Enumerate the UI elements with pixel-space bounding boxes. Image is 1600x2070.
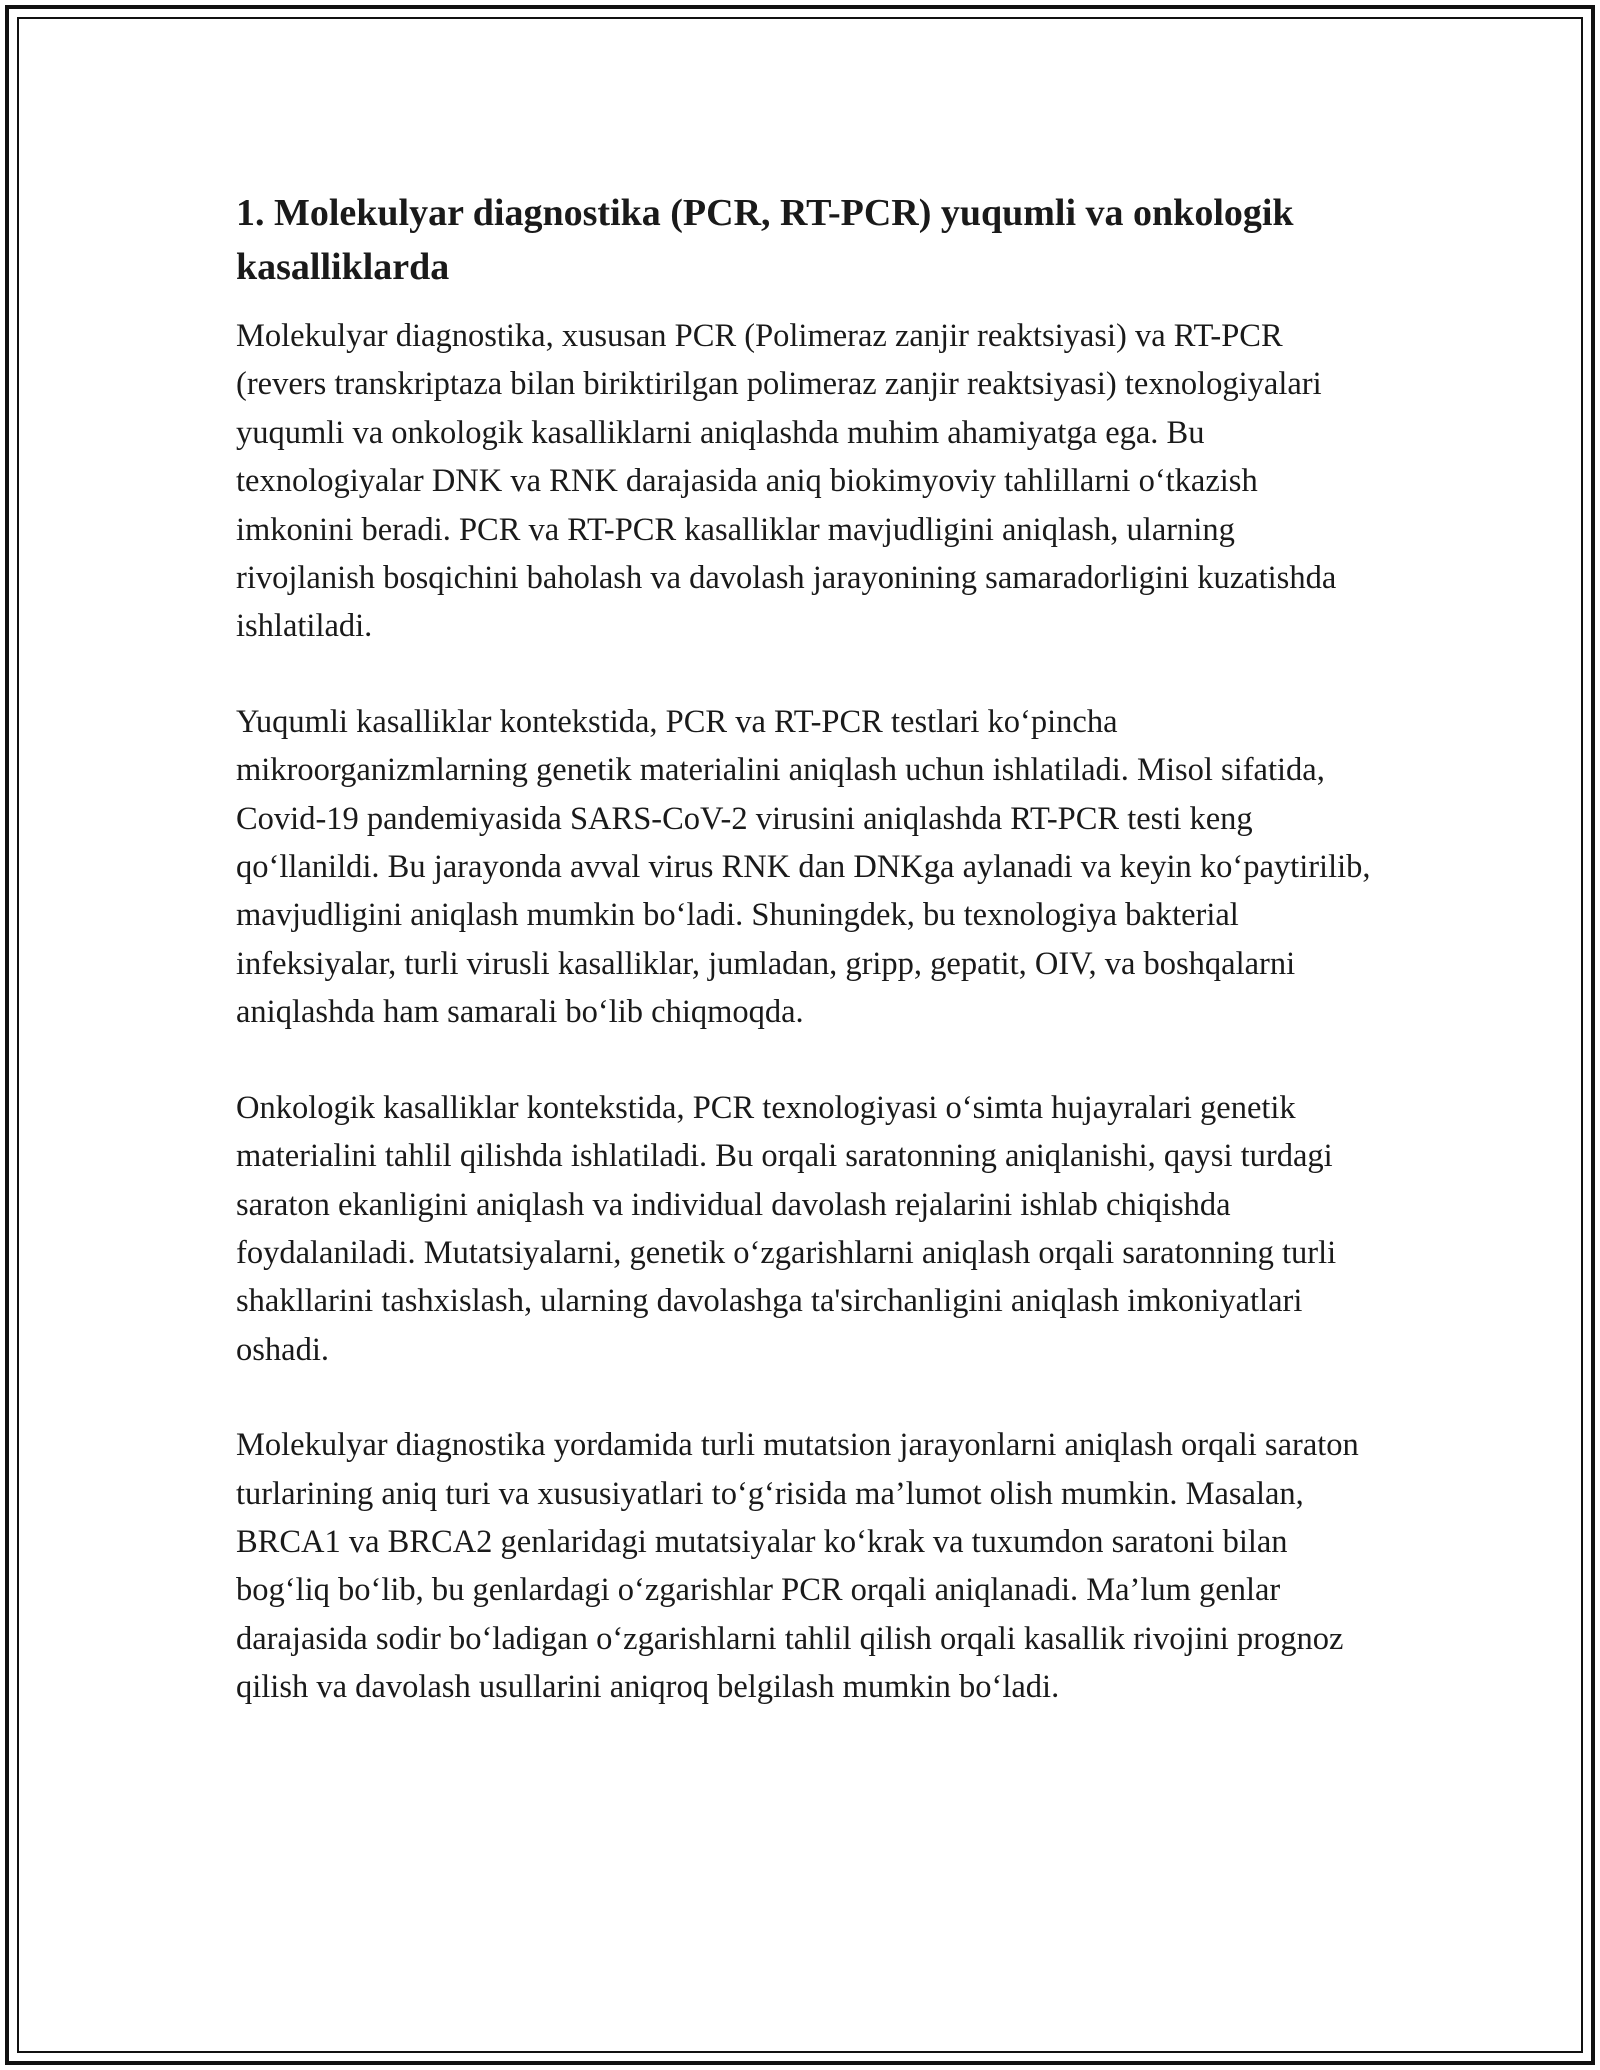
paragraph-oncology: Onkologik kasalliklar kontekstida, PCR texnologiyasi o‘simta hujayralari genetik materialini tahlil qilishda ishlatiladi. Bu orqali saratonning aniqlanishi, qaysi turdagi saraton ekanligini aniqlash va individual davolash rejalarini ishlab chiqishda foydalaniladi. Mutatsiyalarni, genetik o‘zgarishlarni aniqlash orqali saratonning turli shakllarini tashxislash, ularning davolashga ta'sirchanligini aniqlash imkoniyatlari oshadi. bbox=[236, 1089, 1337, 1368]
paragraph-infectious-diseases: Yuqumli kasalliklar kontekstida, PCR va RT-PCR testlari ko‘pincha mikroorganizmlarning genetik materialini aniqlash uchun ishlatiladi. Misol sifatida, Covid-19 pandemiyasida SARS-CoV-2 virusini aniqlashda RT-PCR testi keng qo‘llanildi. Bu jarayonda avval virus RNK dan DNKga aylanadi va keyin ko‘paytirilib, mavjudligini aniqlash mumkin bo‘ladi. Shuningdek, bu texnologiya bakterial infeksiyalar, turli virusli kasalliklar, jumladan, gripp, gepatit, OIV, va boshqalarni aniqlashda ham samarali bo‘lib chiqmoqda. bbox=[236, 703, 1371, 1031]
section-heading: 1. Molekulyar diagnostika (PCR, RT-PCR) yuqumli va onkologik kasalliklarda bbox=[236, 192, 1294, 288]
document-body bbox=[236, 186, 1376, 1759]
paragraph-intro: Molekulyar diagnostika, xususan PCR (Polimeraz zanjir reaktsiyasi) va RT-PCR (revers transkriptaza bilan biriktirilgan polimeraz zanjir reaktsiyasi) texnologiyalari yuqumli va onkologik kasalliklarni aniqlashda muhim ahamiyatga ega. Bu texnologiyalar DNK va RNK darajasida aniq biokimyoviy tahlillarni o‘tkazish imkonini beradi. PCR va RT-PCR kasalliklar mavjudligini aniqlash, ularning rivojlanish bosqichini baholash va davolash jarayonining samaradorligini kuzatishda ishlatiladi. bbox=[236, 318, 1337, 645]
paragraph-mutations: Molekulyar diagnostika yordamida turli mutatsion jarayonlarni aniqlash orqali saraton turlarining aniq turi va xususiyatlari to‘g‘risida ma’lumot olish mumkin. Masalan, BRCA1 va BRCA2 genlaridagi mutatsiyalar ko‘krak va tuxumdon saratoni bilan bog‘liq bo‘lib, bu genlardagi o‘zgarishlar PCR orqali aniqlanadi. Ma’lum genlar darajasida sodir bo‘ladigan o‘zgarishlarni tahlil qilish orqali kasallik rivojini prognoz qilish va davolash usullarini aniqroq belgilash mumkin bo‘ladi. bbox=[236, 1427, 1359, 1706]
